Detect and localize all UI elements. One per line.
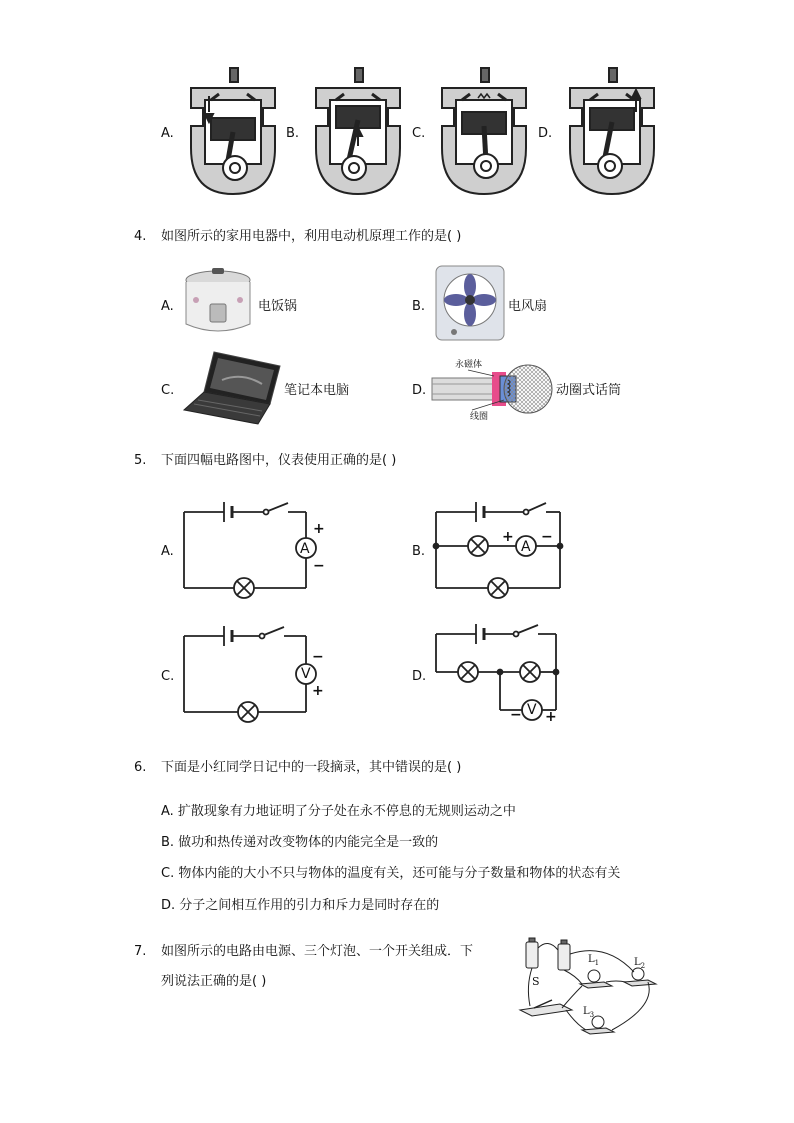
engine-diagram-c	[434, 66, 534, 206]
microphone-coil-annotation: 线圈	[470, 412, 489, 422]
q4-option-a-label: 电饭锅	[258, 299, 298, 314]
engine-diagram-d	[562, 66, 662, 206]
q7-circuit-figure	[516, 936, 656, 1042]
q4-option-d-letter: D.	[412, 383, 427, 398]
q3-option-c-letter: C.	[412, 126, 426, 141]
q4-option-c-letter: C.	[161, 383, 175, 398]
q7-l2-label: $L_2$	[634, 957, 646, 970]
q6-number: 6.	[134, 760, 147, 775]
q3-option-a-letter: A.	[161, 126, 174, 141]
q3-option-d-letter: D.	[538, 126, 553, 141]
voltmeter-c-symbol: V	[301, 666, 311, 682]
ammeter-a-minus: −	[313, 558, 325, 574]
q4-option-c-label: 笔记本电脑	[284, 383, 350, 398]
q5-option-b-letter: B.	[412, 544, 426, 559]
q6-option-a: A. 扩散现象有力地证明了分子处在永不停息的无规则运动之中	[161, 804, 516, 819]
q7-switch-label: S	[532, 975, 540, 988]
q6-question-text: 下面是小红同学日记中的一段摘录，其中错误的是( )	[161, 760, 462, 775]
circuit-diagram-b	[432, 498, 572, 604]
ammeter-b-minus: −	[541, 529, 553, 545]
q3-option-b-letter: B.	[286, 126, 300, 141]
q5-option-d-letter: D.	[412, 669, 427, 684]
q5-number: 5.	[134, 453, 147, 468]
laptop-icon	[182, 350, 282, 426]
ammeter-a-symbol: A	[300, 541, 310, 557]
dynamic-microphone-icon	[428, 360, 554, 424]
ammeter-a-plus: +	[313, 521, 325, 537]
q5-question-text: 下面四幅电路图中，仪表使用正确的是( )	[161, 453, 397, 468]
voltmeter-c-plus: +	[312, 683, 324, 699]
q4-option-a-letter: A.	[161, 299, 174, 314]
ammeter-b-symbol: A	[521, 539, 531, 555]
rice-cooker-icon	[178, 266, 258, 340]
q5-option-c-letter: C.	[161, 669, 175, 684]
q5-option-a-letter: A.	[161, 544, 174, 559]
voltmeter-d-minus: −	[510, 707, 522, 723]
q4-option-b-label: 电风扇	[508, 299, 548, 314]
voltmeter-d-plus: +	[545, 709, 557, 725]
engine-diagram-a	[183, 66, 283, 206]
voltmeter-d-symbol: V	[527, 702, 537, 718]
microphone-magnet-annotation: 永磁体	[455, 360, 483, 370]
q7-l1-label: $L_1$	[588, 954, 600, 967]
q4-option-d-label: 动圈式话筒	[556, 383, 622, 398]
q7-number: 7.	[134, 944, 147, 959]
electric-fan-icon	[434, 264, 506, 342]
q4-option-b-letter: B.	[412, 299, 426, 314]
q7-l3-label: $L_3$	[583, 1006, 595, 1019]
q6-option-c: C. 物体内能的大小不只与物体的温度有关，还可能与分子数量和物体的状态有关	[161, 866, 621, 881]
q6-option-d: D. 分子之间相互作用的引力和斥力是同时存在的	[161, 898, 440, 913]
ammeter-b-plus: +	[502, 529, 514, 545]
q7-question-line-2: 列说法正确的是( )	[161, 974, 267, 989]
q7-question-line-1: 如图所示的电路由电源、三个灯泡、一个开关组成．下	[161, 944, 474, 959]
engine-diagram-b	[308, 66, 408, 206]
q4-number: 4.	[134, 229, 147, 244]
q6-option-b: B. 做功和热传递对改变物体的内能完全是一致的	[161, 835, 439, 850]
q4-question-text: 如图所示的家用电器中，利用电动机原理工作的是( )	[161, 229, 462, 244]
voltmeter-c-minus: −	[312, 649, 324, 665]
